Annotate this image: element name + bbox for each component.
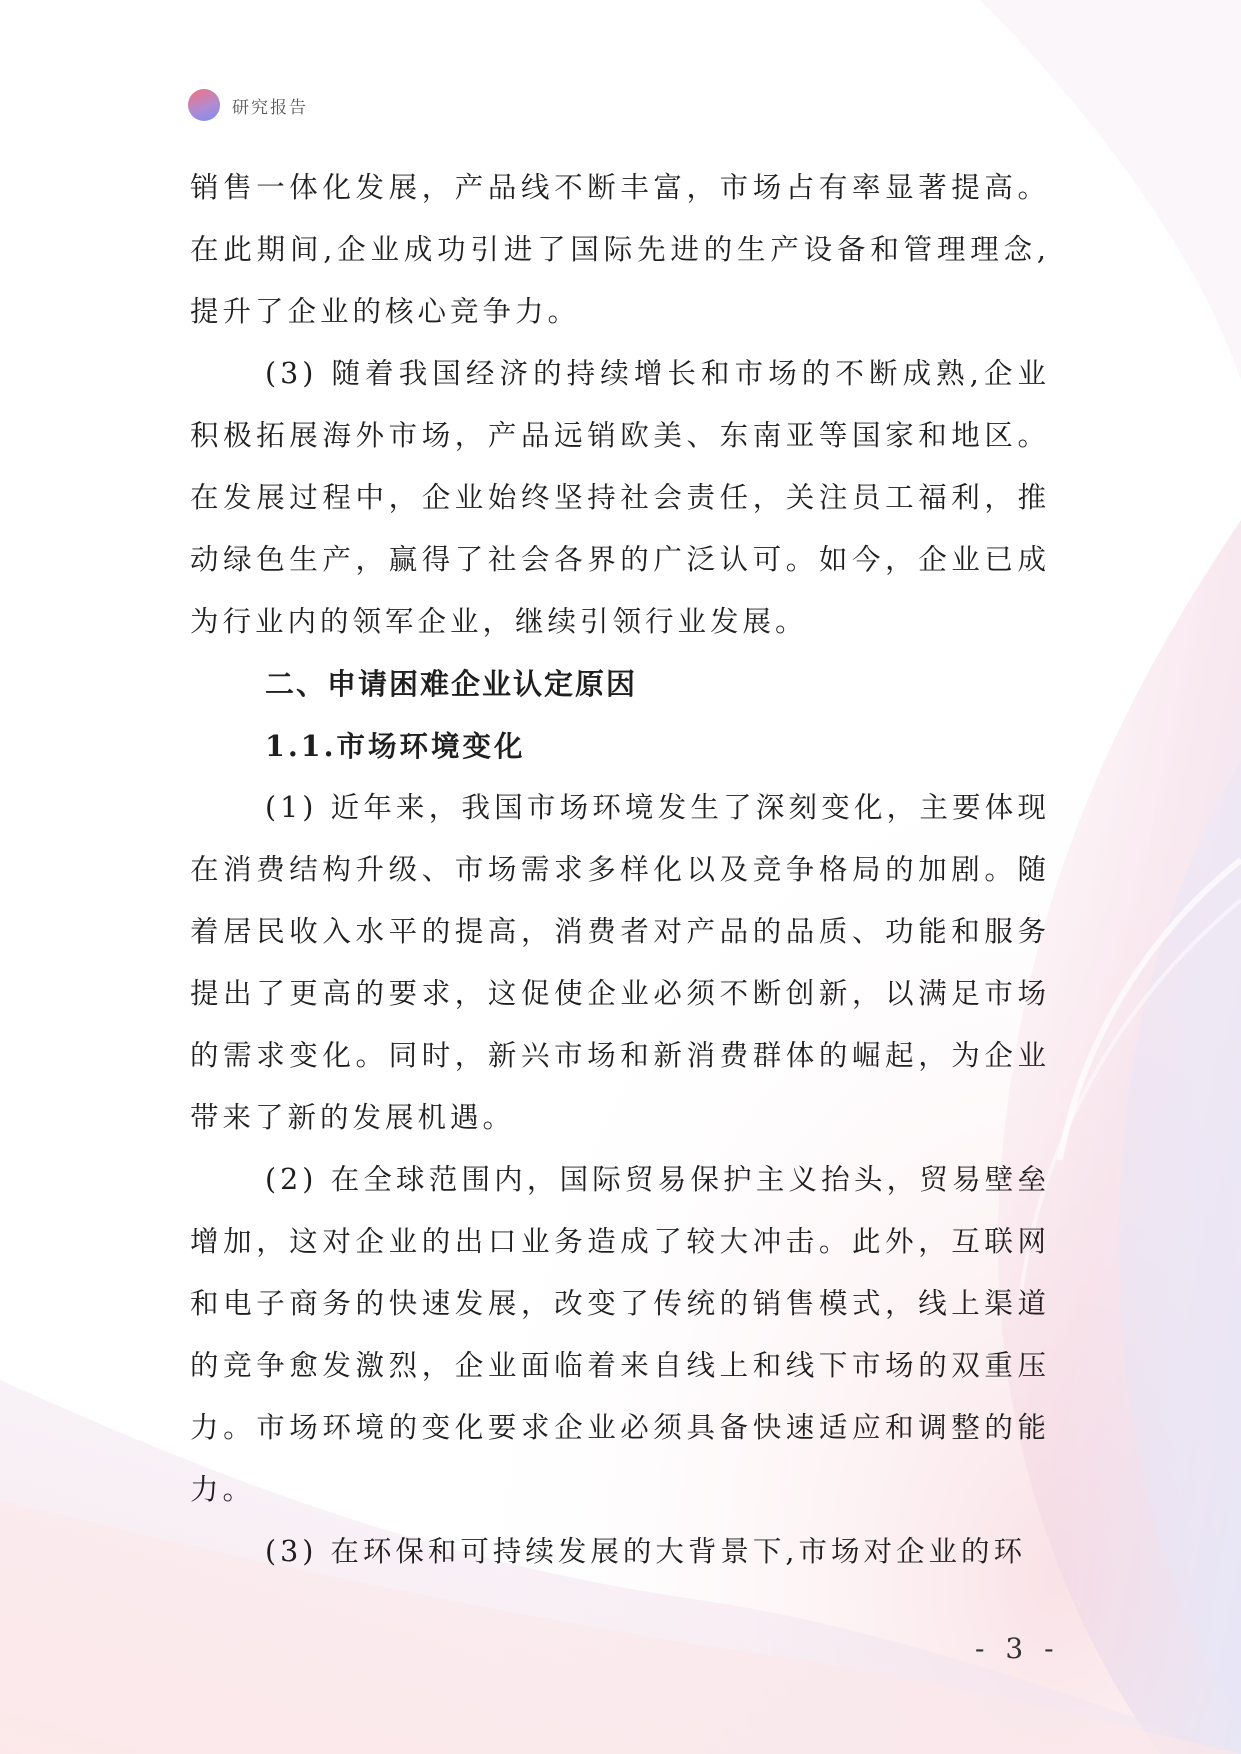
page-number: - 3 - — [975, 1632, 1060, 1665]
report-header — [188, 89, 308, 121]
paragraph-2: (2) 在全球范围内，国际贸易保护主义抬头，贸易壁垒增加，这对企业的出口业务造成了较大冲击。此外，互联网和电子商务的快速发展，改变了传统的销售模式，线上渠道的竞争愈发激烈，企业面临着来自线上和线下市场的双重压力。市场环境的变化要求企业必须具备快速适应和调整的能力。 — [190, 1163, 1050, 1506]
paragraph-3: (3) 随着我国经济的持续增长和市场的不断成熟,企业积极拓展海外市场，产品远销欧美、东南亚等国家和地区。在发展过程中，企业始终坚持社会责任，关注员工福利，推动绿色生产，赢得了社会各界的广泛认可。如今，企业已成为行业内的领军企业，继续引领行业发展。 — [190, 357, 1050, 638]
section-heading: 二、申请困难企业认定原因 — [265, 667, 638, 701]
document-body — [190, 157, 1050, 1583]
header-title: 研究报告 — [232, 97, 308, 118]
paragraph-1: (1) 近年来，我国市场环境发生了深刻变化，主要体现在消费结构升级、市场需求多样化以及竞争格局的加剧。随着居民收入水平的提高，消费者对产品的品质、功能和服务提出了更高的要求，这促使企业必须不断创新，以满足市场的需求变化。同时，新兴市场和新消费群体的崛起，为企业带来了新的发展机遇。 — [190, 791, 1050, 1134]
paragraph-continued: 销售一体化发展，产品线不断丰富，市场占有率显著提高。在此期间,企业成功引进了国际先进的生产设备和管理理念,提升了企业的核心竞争力。 — [190, 171, 1050, 328]
paragraph-3-env: (3) 在环保和可持续发展的大背景下,市场对企业的环 — [265, 1535, 1026, 1568]
subsection-heading: 1.1.市场环境变化 — [265, 729, 526, 763]
logo-circle-icon — [188, 89, 220, 121]
